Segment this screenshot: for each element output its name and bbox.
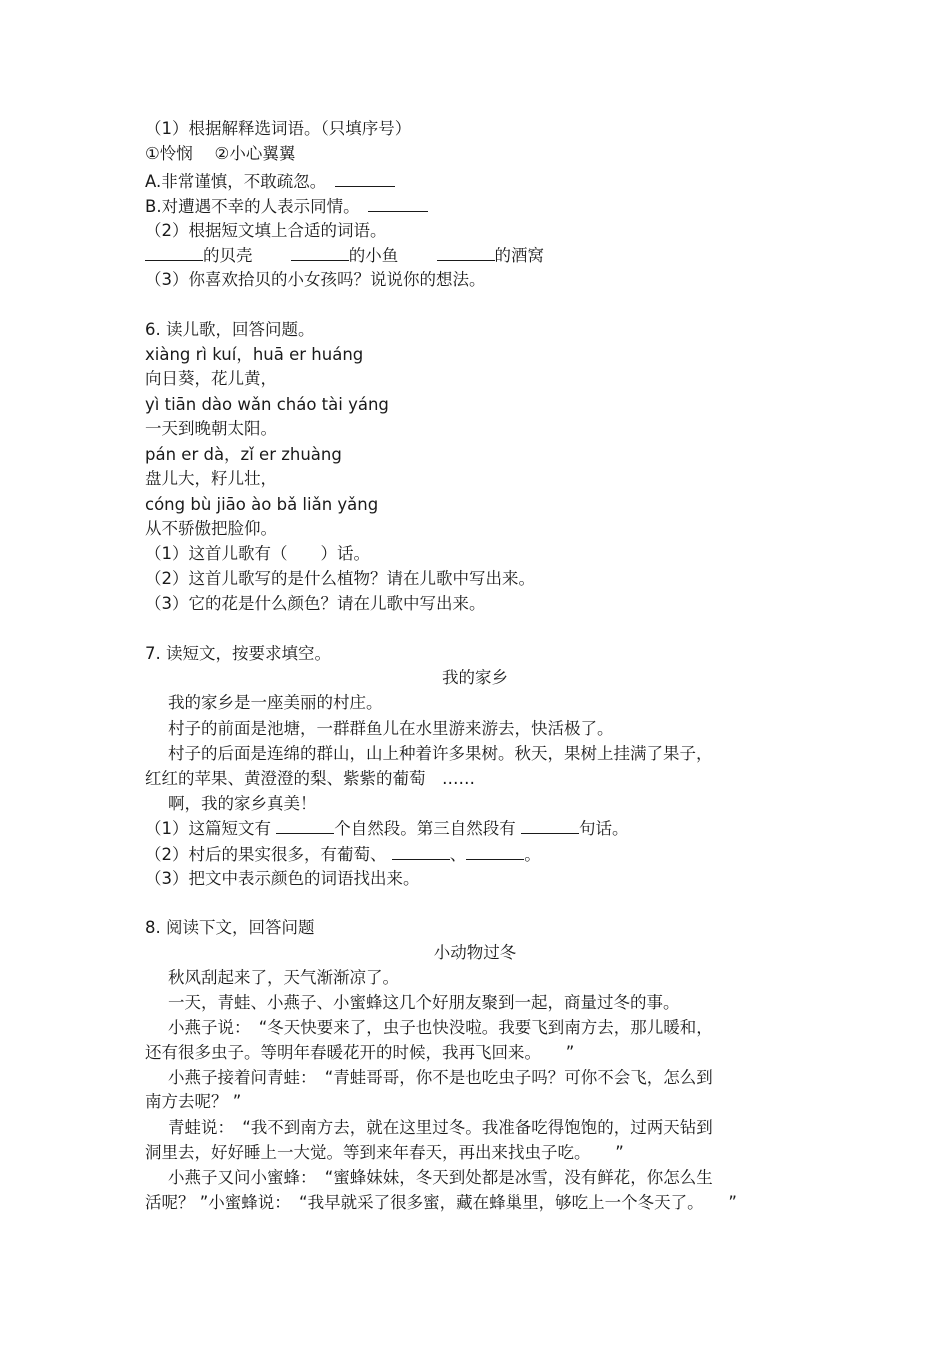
q7-sub2-end: 。 (524, 845, 541, 864)
q6-heading: 6. 读儿歌，回答问题。 (145, 320, 315, 339)
q5-blank-2-suffix: 的小鱼 (348, 246, 399, 265)
q7-sub2-blank-2[interactable] (466, 843, 524, 860)
q7-sub2-separator: 、 (449, 845, 467, 864)
q8-paragraph-1: 秋风刮起来了，天气渐渐凉了。 (168, 968, 399, 987)
q5-fill-row (145, 244, 544, 266)
q7-sub1-part-c: 句话。 (579, 819, 629, 838)
q5-option-b (145, 195, 428, 217)
q7-sub2-blank-1[interactable] (392, 843, 450, 860)
q8-heading: 8. 阅读下文，回答问题 (145, 918, 315, 937)
q8-paragraph-3a: 小燕子说： “冬天快要来了，虫子也快没啦。我要飞到南方去，那儿暖和， (168, 1018, 713, 1037)
q7-sub1-part-a: （1）这篇短文有 (145, 819, 277, 838)
q8-paragraph-3b: 还有很多虫子。等明年春暖花开的时候，我再飞回来。 ” (145, 1043, 575, 1062)
q7-paragraph-3b: 红红的苹果、黄澄澄的梨、紫紫的葡萄 …… (145, 769, 475, 788)
q5-answer-blank-b[interactable] (368, 195, 428, 212)
q8-paragraph-2: 一天，青蛙、小燕子、小蜜蜂这几个好朋友聚到一起，商量过冬的事。 (168, 993, 680, 1012)
q6-verse-1: 向日葵，花儿黄， (145, 369, 277, 388)
q7-sub1-part-b: 个自然段。第三自然段有 (334, 819, 521, 838)
q8-paragraph-4a: 小燕子接着问青蛙： “青蛙哥哥，你不是也吃虫子吗？可你不会飞，怎么到 (168, 1068, 713, 1087)
q5-options: ①怜悯 ②小心翼翼 (145, 144, 296, 163)
q7-paragraph-2: 村子的前面是池塘，一群群鱼儿在水里游来游去，快活极了。 (168, 719, 614, 738)
q7-paragraph-1: 我的家乡是一座美丽的村庄。 (168, 693, 383, 712)
q5-option-b-text: B.对遭遇不幸的人表示同情。 (145, 197, 352, 216)
q7-paragraph-3a: 村子的后面是连绵的群山，山上种着许多果树。秋天，果树上挂满了果子， (168, 744, 713, 763)
q7-passage-title: 我的家乡 (442, 668, 508, 687)
q7-sub1-blank-1[interactable] (276, 817, 334, 834)
q5-sub2: （2）根据短文填上合适的词语。 (145, 221, 387, 240)
q5-blank-2[interactable] (291, 244, 349, 261)
q5-option-a-text: A.非常谨慎，不敢疏忽。 (145, 172, 318, 191)
q6-verse-2: 一天到晚朝太阳。 (145, 419, 277, 438)
q8-paragraph-6a: 小燕子又问小蜜蜂： “蜜蜂妹妹，冬天到处都是冰雪，没有鲜花，你怎么生 (168, 1168, 713, 1187)
q7-sub2 (145, 843, 541, 865)
q5-blank-1-suffix: 的贝壳 (203, 246, 253, 265)
q5-blank-3[interactable] (437, 244, 495, 261)
q8-paragraph-5a: 青蛙说： “我不到南方去，就在这里过冬。我准备吃得饱饱的，过两天钻到 (168, 1118, 713, 1137)
q6-sub2: （2）这首儿歌写的是什么植物？请在儿歌中写出来。 (145, 569, 535, 588)
q6-pinyin-2: yì tiān dào wǎn cháo tài yáng (145, 395, 389, 414)
q7-sub1-blank-2[interactable] (521, 817, 579, 834)
q8-paragraph-4b: 南方去呢？ ” (145, 1092, 242, 1111)
q7-sub2-part-a: （2）村后的果实很多，有葡萄、 (145, 845, 392, 864)
q5-blank-1[interactable] (145, 244, 203, 261)
q6-pinyin-1: xiàng rì kuí，huā er huáng (145, 345, 364, 364)
q8-paragraph-6b: 活呢？ ”小蜜蜂说： “我早就采了很多蜜，藏在蜂巢里，够吃上一个冬天了。 ” (145, 1193, 737, 1212)
q7-sub3: （3）把文中表示颜色的词语找出来。 (145, 869, 420, 888)
q5-sub3: （3）你喜欢拾贝的小女孩吗？说说你的想法。 (145, 270, 486, 289)
q5-sub1: （1）根据解释选词语。（只填序号） (145, 119, 412, 138)
q6-verse-3: 盘儿大，籽儿壮， (145, 469, 277, 488)
q7-heading: 7. 读短文，按要求填空。 (145, 644, 331, 663)
q8-paragraph-5b: 洞里去，好好睡上一大觉。等到来年春天，再出来找虫子吃。 ” (145, 1143, 624, 1162)
q8-passage-title: 小动物过冬 (433, 943, 517, 962)
q5-option-a (145, 170, 395, 192)
q6-sub3: （3）它的花是什么颜色？请在儿歌中写出来。 (145, 594, 486, 613)
q6-sub1: （1）这首儿歌有（ ）话。 (145, 544, 370, 563)
q7-sub1 (145, 817, 629, 839)
q6-verse-4: 从不骄傲把脸仰。 (145, 519, 277, 538)
q5-answer-blank-a[interactable] (335, 170, 395, 187)
q6-pinyin-3: pán er dà，zǐ er zhuàng (145, 445, 342, 464)
q7-paragraph-4: 啊，我的家乡真美！ (168, 794, 317, 813)
q5-blank-3-suffix: 的酒窝 (494, 246, 544, 265)
q6-pinyin-4: cóng bù jiāo ào bǎ liǎn yǎng (145, 495, 379, 514)
